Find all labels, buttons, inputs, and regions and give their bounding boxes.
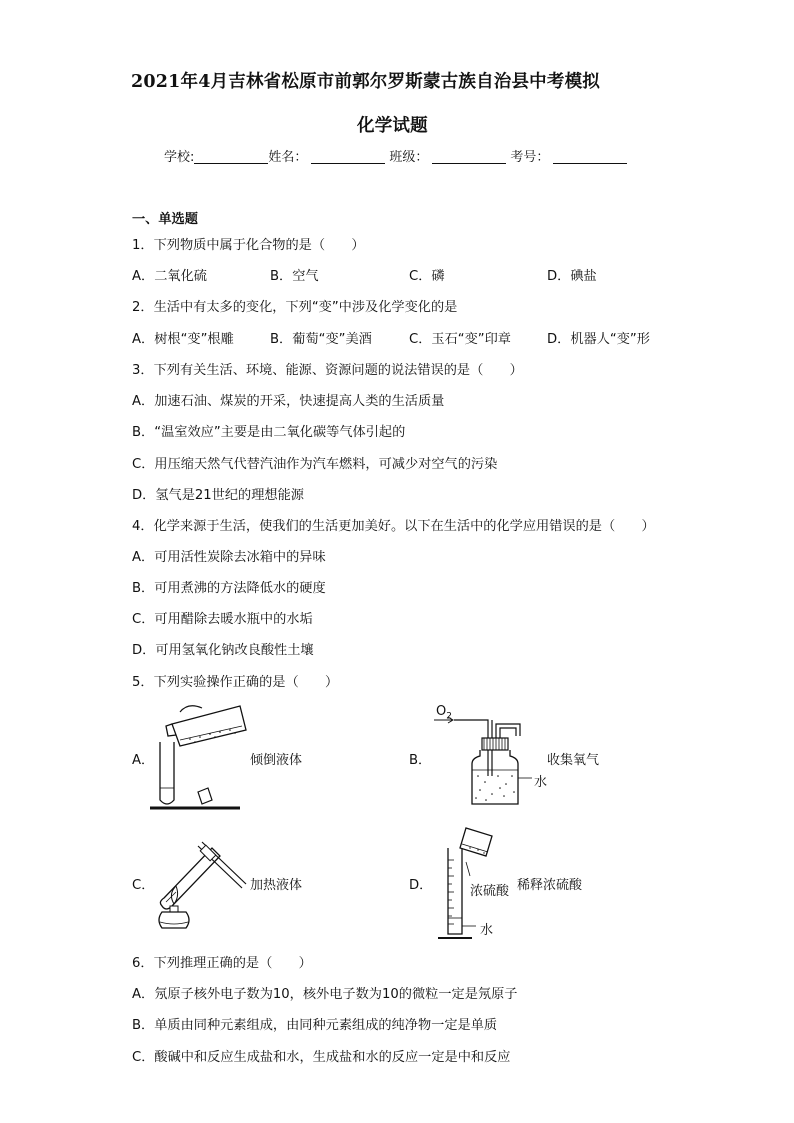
paper-title-line1: 2021年4月吉林省松原市前郭尔罗斯蒙古族自治县中考模拟	[131, 72, 600, 92]
exam-no-blank[interactable]	[553, 149, 627, 164]
question-6-stem: 6．下列推理正确的是（ ）	[132, 956, 312, 971]
q5-option-a[interactable]: A．	[132, 753, 155, 768]
q2-option-d[interactable]: D．机器人“变”形	[547, 332, 650, 347]
oxygen-label: $O_2$	[436, 704, 452, 722]
class-label: 班级：	[389, 150, 429, 165]
q3-option-c[interactable]: C．用压缩天然气代替汽油作为汽车燃料，可减少对空气的污染	[132, 457, 498, 472]
school-blank[interactable]	[194, 149, 268, 164]
q5-a-caption: 倾倒液体	[250, 753, 303, 768]
q5-c-caption: 加热液体	[250, 878, 303, 893]
q4-option-b[interactable]: B．可用煮沸的方法降低水的硬度	[132, 581, 326, 596]
q4-option-a[interactable]: A．可用活性炭除去冰箱中的异味	[132, 550, 326, 565]
q2-option-c[interactable]: C．玉石“变”印章	[409, 332, 511, 347]
q5-d-acid-label: 浓硫酸	[470, 884, 510, 899]
q5-option-c[interactable]: C．	[132, 878, 155, 893]
q4-option-d[interactable]: D．可用氢氧化钠改良酸性土壤	[132, 643, 314, 658]
question-3-stem: 3．下列有关生活、环境、能源、资源问题的说法错误的是（ ）	[132, 363, 523, 378]
q5-b-water-label: 水	[534, 775, 548, 790]
q1-option-a[interactable]: A．二氧化硫	[132, 269, 207, 284]
q5-d-caption: 稀释浓硫酸	[517, 878, 583, 893]
q1-option-d[interactable]: D．碘盐	[547, 269, 597, 284]
q5-d-water-label: 水	[480, 923, 494, 938]
exam-no-label: 考号：	[510, 150, 550, 165]
paper-title-line2: 化学试题	[357, 116, 428, 136]
question-2-stem: 2．生活中有太多的变化，下列“变”中涉及化学变化的是	[132, 300, 458, 315]
class-blank[interactable]	[432, 149, 506, 164]
q3-option-d[interactable]: D．氢气是21世纪的理想能源	[132, 488, 304, 503]
question-1-stem: 1．下列物质中属于化合物的是（ ）	[132, 238, 365, 253]
q1-option-b[interactable]: B．空气	[270, 269, 319, 284]
q6-option-b[interactable]: B．单质由同种元素组成，由同种元素组成的纯净物一定是单质	[132, 1018, 498, 1033]
q2-option-b[interactable]: B．葡萄“变”美酒	[270, 332, 372, 347]
q4-option-c[interactable]: C．可用醋除去暖水瓶中的水垢	[132, 612, 313, 627]
question-4-stem: 4．化学来源于生活，使我们的生活更加美好。以下在生活中的化学应用错误的是（ ）	[132, 519, 655, 534]
q3-option-b[interactable]: B．“温室效应”主要是由二氧化碳等气体引起的	[132, 425, 406, 440]
section-title: 一、单选题	[132, 212, 198, 227]
q3-option-a[interactable]: A．加速石油、煤炭的开采，快速提高人类的生活质量	[132, 394, 445, 409]
q6-option-a[interactable]: A．氖原子核外电子数为10，核外电子数为10的微粒一定是氖原子	[132, 987, 518, 1002]
name-label: 姓名：	[268, 150, 308, 165]
q5-b-caption: 收集氧气	[547, 753, 600, 768]
q5-option-d[interactable]: D．	[409, 878, 433, 893]
gas-collection-bottle-figure	[430, 716, 540, 808]
school-label: 学校:	[164, 150, 195, 165]
name-blank[interactable]	[311, 149, 385, 164]
pouring-liquid-figure	[150, 700, 250, 812]
student-info-row	[164, 146, 627, 165]
q1-option-c[interactable]: C．磷	[409, 269, 445, 284]
q5-option-b[interactable]: B．	[409, 753, 432, 768]
question-5-stem: 5．下列实验操作正确的是（ ）	[132, 675, 339, 690]
q2-option-a[interactable]: A．树根“变”根雕	[132, 332, 234, 347]
q6-option-c[interactable]: C．酸碱中和反应生成盐和水，生成盐和水的反应一定是中和反应	[132, 1050, 511, 1065]
heating-liquid-figure	[150, 832, 250, 932]
